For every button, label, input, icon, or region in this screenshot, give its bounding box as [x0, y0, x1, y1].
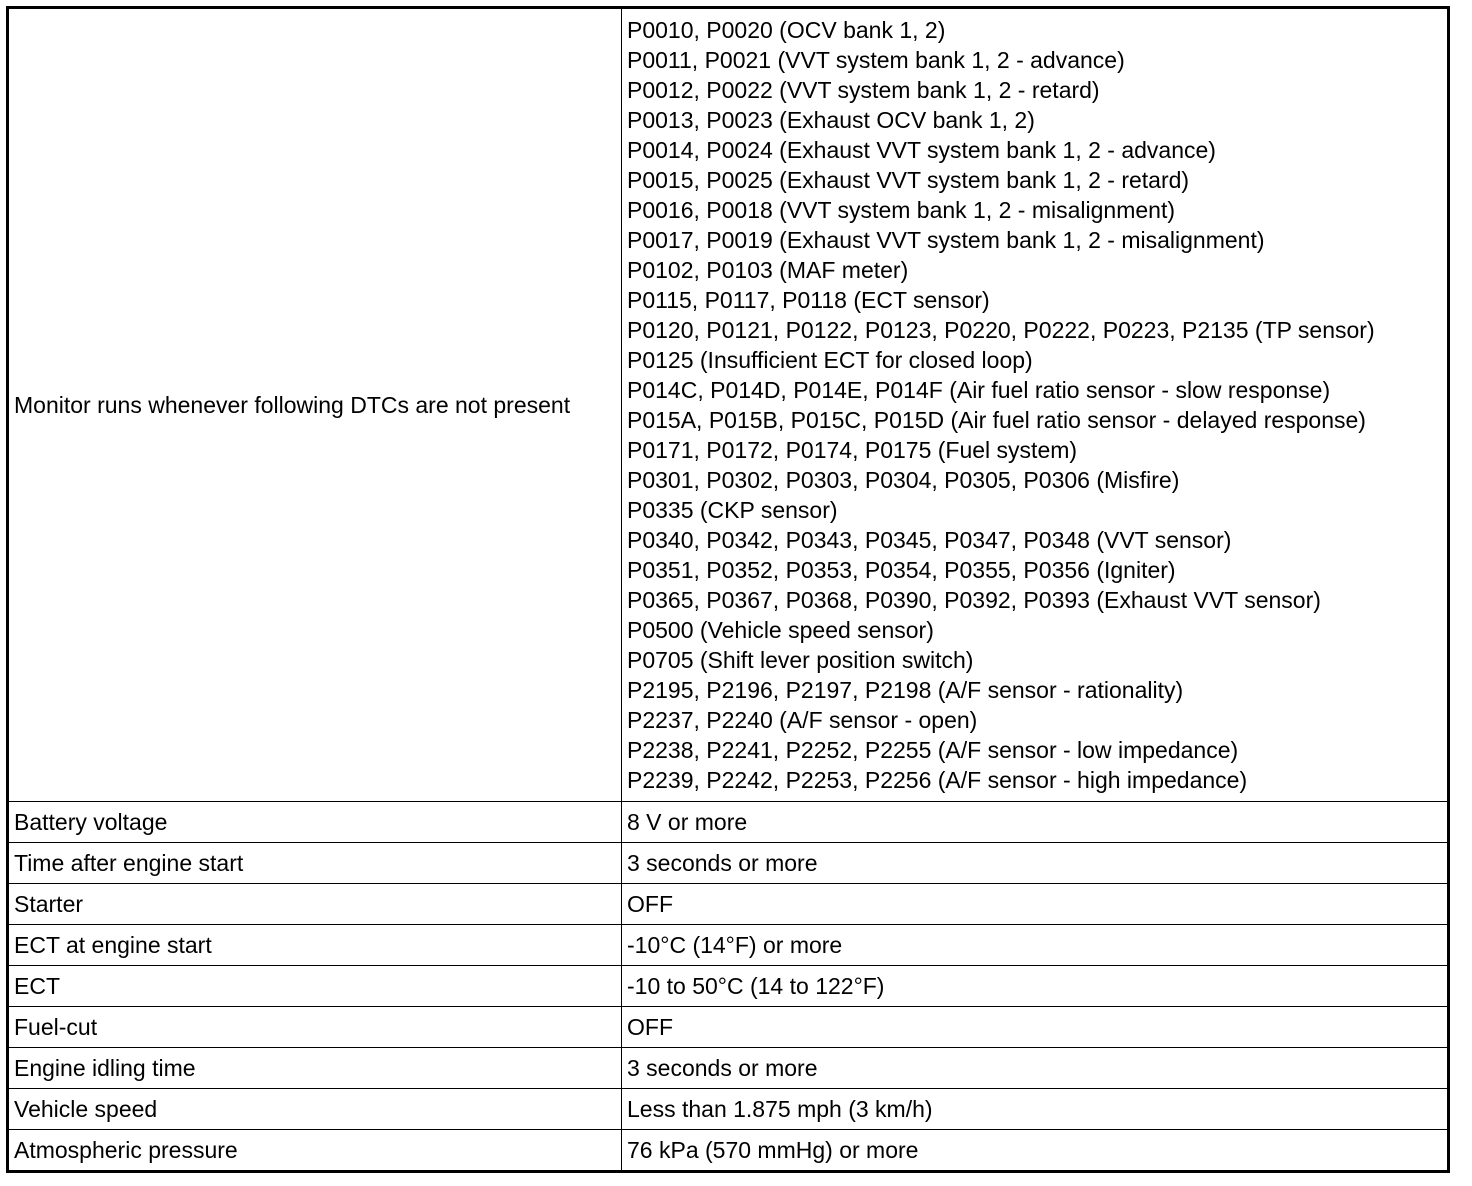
dtc-line: P0365, P0367, P0368, P0390, P0392, P0393 (Exhaust VVT sensor): [627, 587, 1321, 613]
dtc-line: P0500 (Vehicle speed sensor): [627, 617, 934, 643]
dtc-list-cell: [622, 8, 1449, 802]
dtc-line: P0115, P0117, P0118 (ECT sensor): [627, 287, 990, 313]
row-value: OFF: [622, 1007, 1449, 1048]
dtc-line: P0012, P0022 (VVT system bank 1, 2 - retard): [627, 77, 1100, 103]
monitor-conditions-table: [6, 6, 1450, 1173]
dtc-line: P0010, P0020 (OCV bank 1, 2): [627, 17, 946, 43]
table-row-vehicle-speed: [8, 1089, 1449, 1130]
dtc-line: P2195, P2196, P2197, P2198 (A/F sensor - rationality): [627, 677, 1184, 703]
row-label: Starter: [8, 884, 622, 925]
dtc-line: P2238, P2241, P2252, P2255 (A/F sensor - low impedance): [627, 737, 1239, 763]
table-row-dtc-list: [8, 8, 1449, 802]
table-row-idling-time: [8, 1048, 1449, 1089]
dtc-row-label: Monitor runs whenever following DTCs are not present: [8, 8, 622, 802]
row-value: 3 seconds or more: [622, 843, 1449, 884]
dtc-line: P0017, P0019 (Exhaust VVT system bank 1, 2 - misalignment): [627, 227, 1265, 253]
dtc-line: P0125 (Insufficient ECT for closed loop): [627, 347, 1033, 373]
row-label: ECT at engine start: [8, 925, 622, 966]
dtc-line: P0340, P0342, P0343, P0345, P0347, P0348 (VVT sensor): [627, 527, 1232, 553]
row-value: OFF: [622, 884, 1449, 925]
row-value: 76 kPa (570 mmHg) or more: [622, 1130, 1449, 1172]
dtc-line: P2237, P2240 (A/F sensor - open): [627, 707, 978, 733]
row-label: Fuel-cut: [8, 1007, 622, 1048]
row-value: -10°C (14°F) or more: [622, 925, 1449, 966]
dtc-line: P0011, P0021 (VVT system bank 1, 2 - advance): [627, 47, 1125, 73]
row-value: Less than 1.875 mph (3 km/h): [622, 1089, 1449, 1130]
dtc-line: P014C, P014D, P014E, P014F (Air fuel ratio sensor - slow response): [627, 377, 1331, 403]
dtc-line: P0171, P0172, P0174, P0175 (Fuel system): [627, 437, 1078, 463]
table-row-ect: [8, 966, 1449, 1007]
row-label: Time after engine start: [8, 843, 622, 884]
table-row-fuel-cut: [8, 1007, 1449, 1048]
dtc-line: P0301, P0302, P0303, P0304, P0305, P0306 (Misfire): [627, 467, 1180, 493]
dtc-line: P0335 (CKP sensor): [627, 497, 838, 523]
dtc-line: P015A, P015B, P015C, P015D (Air fuel ratio sensor - delayed response): [627, 407, 1366, 433]
dtc-line: P0016, P0018 (VVT system bank 1, 2 - misalignment): [627, 197, 1176, 223]
row-label: Engine idling time: [8, 1048, 622, 1089]
row-label: Atmospheric pressure: [8, 1130, 622, 1172]
table-row-starter: [8, 884, 1449, 925]
dtc-line: P0015, P0025 (Exhaust VVT system bank 1, 2 - retard): [627, 167, 1190, 193]
row-value: -10 to 50°C (14 to 122°F): [622, 966, 1449, 1007]
table-row-atmospheric-pressure: [8, 1130, 1449, 1172]
row-value: 3 seconds or more: [622, 1048, 1449, 1089]
dtc-line: P0013, P0023 (Exhaust OCV bank 1, 2): [627, 107, 1035, 133]
row-value: 8 V or more: [622, 802, 1449, 843]
row-label: Vehicle speed: [8, 1089, 622, 1130]
dtc-line: P0102, P0103 (MAF meter): [627, 257, 909, 283]
dtc-line: P0014, P0024 (Exhaust VVT system bank 1, 2 - advance): [627, 137, 1216, 163]
table-row-ect-at-start: [8, 925, 1449, 966]
dtc-line: P0120, P0121, P0122, P0123, P0220, P0222, P0223, P2135 (TP sensor): [627, 317, 1375, 343]
row-label: ECT: [8, 966, 622, 1007]
table-row-battery-voltage: [8, 802, 1449, 843]
dtc-line: P0705 (Shift lever position switch): [627, 647, 974, 673]
dtc-line: P2239, P2242, P2253, P2256 (A/F sensor - high impedance): [627, 767, 1248, 793]
row-label: Battery voltage: [8, 802, 622, 843]
table-row-time-after-start: [8, 843, 1449, 884]
dtc-line: P0351, P0352, P0353, P0354, P0355, P0356 (Igniter): [627, 557, 1176, 583]
